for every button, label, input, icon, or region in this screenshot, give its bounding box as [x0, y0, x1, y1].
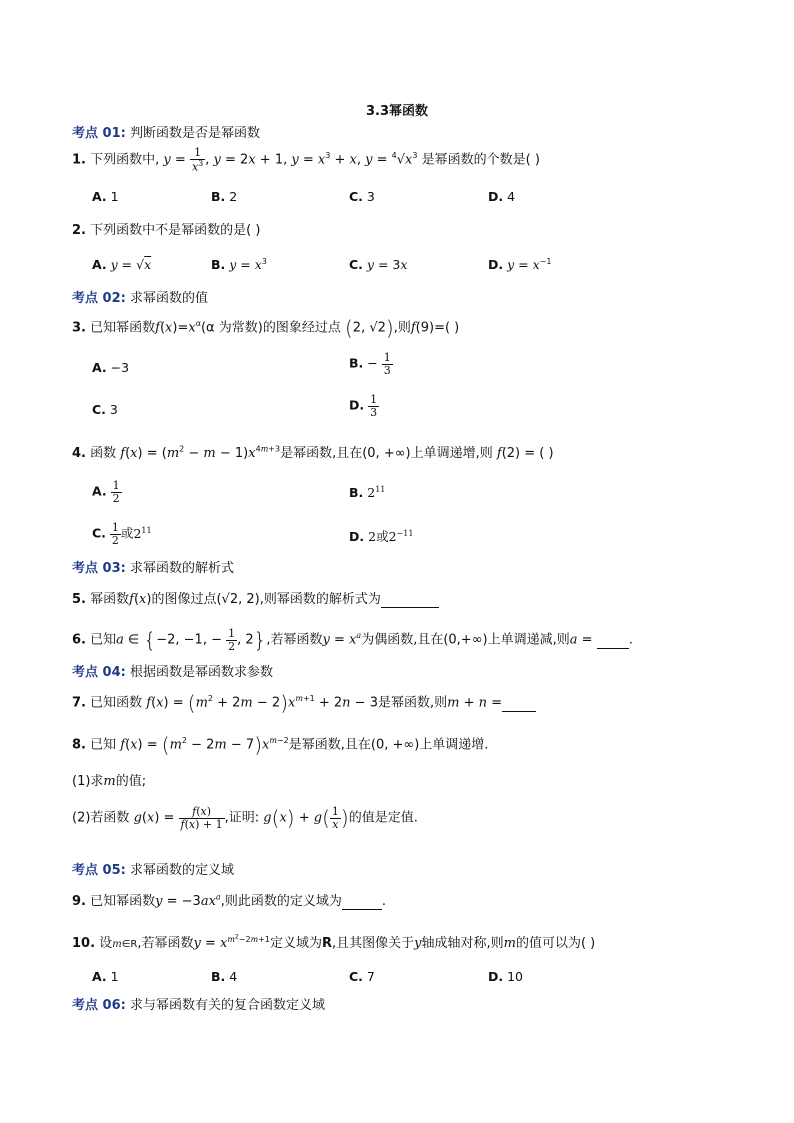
section-heading-03: 考点 03: 求幂函数的解析式: [72, 561, 234, 576]
option-a[interactable]: A. $\frac{1}{2}$: [92, 479, 120, 505]
option-c[interactable]: C. y = 3x: [349, 257, 408, 272]
question-number: 5.: [72, 592, 86, 607]
option-a[interactable]: A. y = √x: [92, 257, 152, 272]
question-text: 下列函数中,: [90, 152, 160, 168]
fraction: $\frac{1}{x^3}$: [191, 146, 204, 174]
option-b[interactable]: B. 2: [211, 189, 238, 204]
option-c[interactable]: C. $\frac{1}{2}$ 或$2^{11}$: [92, 521, 152, 547]
question-text: 是幂函数的个数是( ): [421, 152, 540, 168]
option-d[interactable]: D. 10: [488, 969, 524, 984]
question-number: 10.: [72, 936, 96, 951]
option-b[interactable]: B. 4: [211, 969, 238, 984]
option-a[interactable]: A. −3: [92, 360, 130, 375]
option-d[interactable]: D. 4: [488, 189, 516, 204]
section-heading-01: [72, 122, 260, 141]
question-3: 3. 已知幂函数$f(x)=x^\alpha(\alpha$ 为常数)的图象经过点 (2, √2),则f(9)=( ): [72, 316, 460, 340]
question-5: 5. 幂函数f(x)的图像过点(√2, 2),则幂函数的解析式为: [72, 588, 439, 608]
question-8-part-2: (2)若函数 g(x) = $\frac{f(x)}{f(x) + 1}$ ,证明: g(x) + g( $\frac{1}{x}$ )的值是定值.: [72, 805, 418, 831]
question-9: 9. 已知幂函数$y = -3ax^a$,则此函数的定义域为 .: [72, 892, 386, 909]
question-number: 4.: [72, 446, 86, 461]
option-b[interactable]: B. $2^{11}$: [349, 485, 386, 501]
question-1: 1. 下列函数中, y = $\frac{1}{x^3}$ , y = 2x + 1, $y = x^3 + x$, $y = ^4√x^3$ 是幂函数的个数是( ): [72, 146, 540, 174]
question-10: 10. 设m∈R,若幂函数$y = x^{m^2-2m+1}$定义域为R,且其图像关于y轴成轴对称,则m的值可以为( ): [72, 933, 596, 951]
option-d[interactable]: D. $\frac{1}{3}$: [349, 393, 378, 419]
option-b[interactable]: B. $y = x^3$: [211, 257, 267, 273]
option-d[interactable]: D. $y = x^{-1}$: [488, 257, 552, 273]
question-number: 2.: [72, 223, 86, 238]
option-a[interactable]: A. 1: [92, 969, 119, 984]
question-number: 1.: [72, 152, 86, 168]
question-2: [72, 219, 260, 238]
question-number: 7.: [72, 695, 86, 711]
section-heading-04: 考点 04: 根据函数是幂函数求参数: [72, 665, 273, 680]
answer-blank[interactable]: [597, 633, 629, 649]
answer-blank[interactable]: [502, 696, 536, 712]
question-8-part-1: (1)求m的值;: [72, 774, 147, 789]
page-title: 3.3幂函数: [365, 104, 429, 119]
question-number: 8.: [72, 737, 86, 753]
question-number: 3.: [72, 320, 86, 336]
option-a[interactable]: A. 1: [92, 189, 119, 204]
question-7: 7. 已知函数 $f(x) = (m^2 + 2m - 2)x^{m+1} + 2n - 3$是幂函数,则m + n =: [72, 691, 536, 715]
section-heading-05: 考点 05: 求幂函数的定义域: [72, 863, 234, 878]
option-c[interactable]: C. 3: [92, 402, 118, 417]
answer-blank[interactable]: [381, 592, 439, 608]
section-heading-06: 考点 06: 求与幂函数有关的复合函数定义域: [72, 998, 325, 1013]
option-b[interactable]: B. − $\frac{1}{3}$: [349, 351, 391, 377]
section-text: 判断函数是否是幂函数: [129, 126, 260, 141]
question-4: 4. 函数 $f(x) = (m^2 - m - 1)x^{4m+3}$是幂函数,且在(0, +∞)上单调递增,则 f(2) = ( ): [72, 444, 554, 461]
formula: y: [163, 152, 171, 168]
answer-blank[interactable]: [342, 894, 382, 910]
question-number: 6.: [72, 632, 86, 648]
option-c[interactable]: C. 3: [349, 189, 375, 204]
question-text: 下列函数中不是幂函数的是( ): [90, 223, 261, 238]
section-code: 考点 01:: [72, 126, 126, 141]
option-c[interactable]: C. 7: [349, 969, 375, 984]
question-8: 8. 已知 $f(x) = (m^2 - 2m - 7)x^{m-2}$是幂函数,且在(0, +∞)上单调递增.: [72, 733, 489, 757]
section-heading-02: 考点 02: 求幂函数的值: [72, 291, 208, 306]
question-number: 9.: [72, 894, 86, 909]
option-d[interactable]: D. 2或$2^{-11}$: [349, 528, 414, 544]
question-6: 6. 已知a ∈ {−2, −1, − $\frac{1}{2}$ , 2},若幂函数$y = x^a$为偶函数,且在(0,+∞)上单调递减,则a = .: [72, 627, 633, 653]
